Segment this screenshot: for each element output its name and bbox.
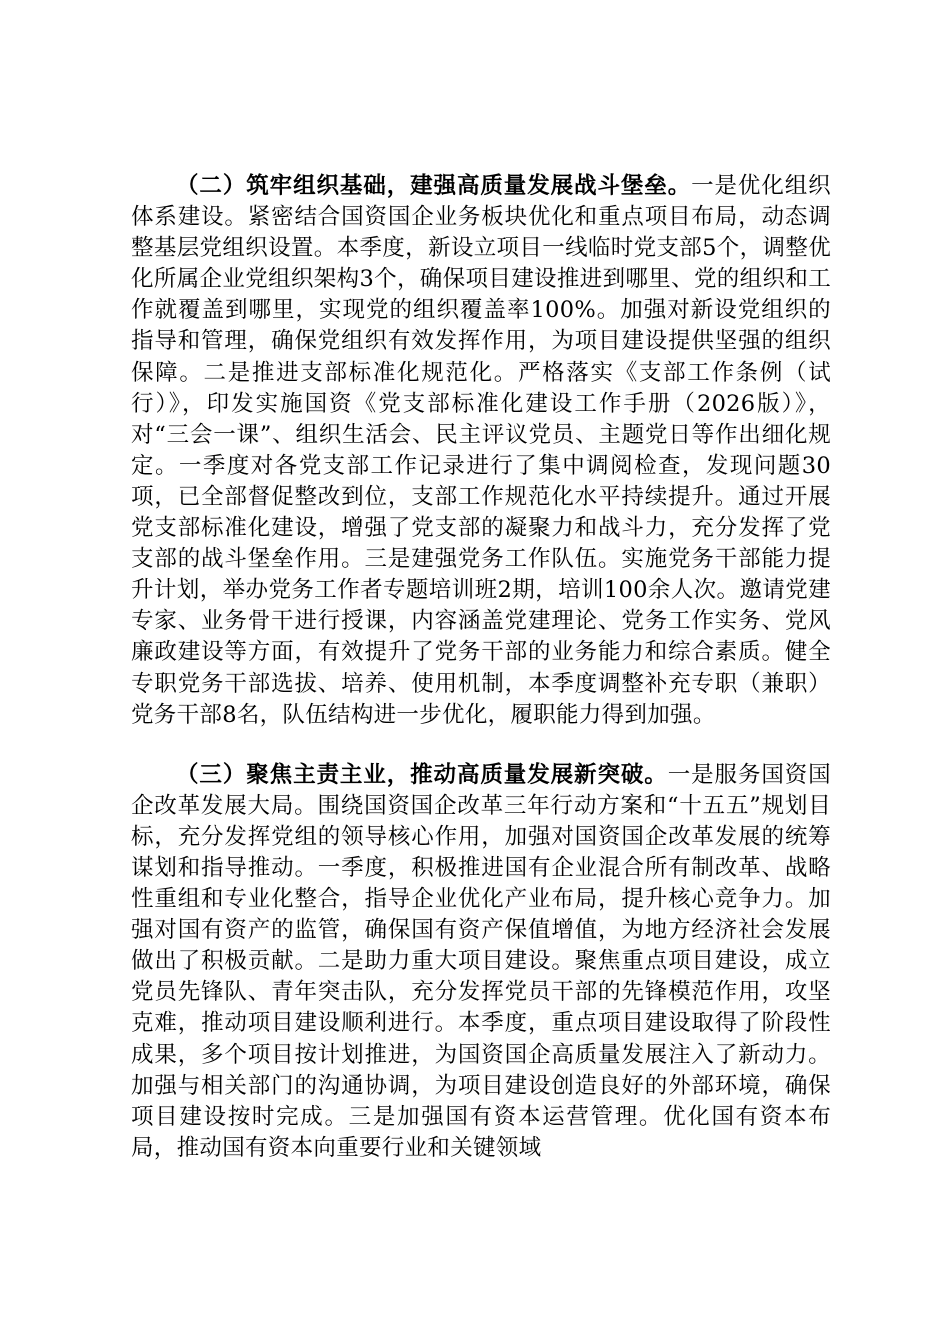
section-body-3: 一是服务国资国企改革发展大局。围绕国资国企改革三年行动方案和“十五五”规划目标，充分发挥党组的领导核心作用，加强对国资国企改革发展的统筹谋划和指导推动。一季度，积极推进国有企业混合所有制改革、战略性重组和专业化整合，指导企业优化产业布局，提升核心竞争力。加强对国有资产的监管，确保国有资产保值增值，为地方经济社会发展做出了积极贡献。二是助力重大项目建设。聚焦重点项目建设，成立党员先锋队、青年突击队，充分发挥党员干部的先锋模范作用，攻坚克难，推动项目建设顺利进行。本季度，重点项目建设取得了阶段性成果，多个项目按计划推进，为国资国企高质量发展注入了新动力。加强与相关部门的沟通协调，为项目建设创造良好的外部环境，确保项目建设按时完成。三是加强国有资本运营管理。优化国有资本布局，推动国有资本向重要行业和关键领域 bbox=[131, 761, 831, 1161]
paragraph-main-business bbox=[131, 760, 831, 1164]
section-body-2: 一是优化组织体系建设。紧密结合国资国企业务板块优化和重点项目布局，动态调整基层党组织设置。本季度，新设立项目一线临时党支部5个，调整优化所属企业党组织架构3个，确保项目建设推进到哪里、党的组织和工作就覆盖到哪里，实现党的组织覆盖率100%。加强对新设党组织的指导和管理，确保党组织有效发挥作用，为项目建设提供坚强的组织保障。二是推进支部标准化规范化。严格落实《支部工作条例（试行）》，印发实施国资《党支部标准化建设工作手册（2026版）》，对“三会一课”、组织生活会、民主评议党员、主题党日等作出细化规定。一季度对各党支部工作记录进行了集中调阅检查，发现问题30项，已全部督促整改到位，支部工作规范化水平持续提升。通过开展党支部标准化建设，增强了党支部的凝聚力和战斗力，充分发挥了党支部的战斗堡垒作用。三是建强党务工作队伍。实施党务干部能力提升计划，举办党务工作者专题培训班2期，培训100余人次。邀请党建专家、业务骨干进行授课，内容涵盖党建理论、党务工作实务、党风廉政建设等方面，有效提升了党务干部的业务能力和综合素质。健全专职党务干部选拔、培养、使用机制，本季度调整补充专职（兼职）党务干部8名，队伍结构进一步优化，履职能力得到加强。 bbox=[131, 173, 831, 728]
section-heading-3: （三）聚焦主责主业，推动高质量发展新突破。 bbox=[176, 761, 668, 788]
document-page bbox=[131, 171, 831, 1164]
section-heading-2: （二）筑牢组织基础，建强高质量发展战斗堡垒。 bbox=[176, 173, 692, 199]
paragraph-organization-foundation bbox=[131, 171, 831, 731]
